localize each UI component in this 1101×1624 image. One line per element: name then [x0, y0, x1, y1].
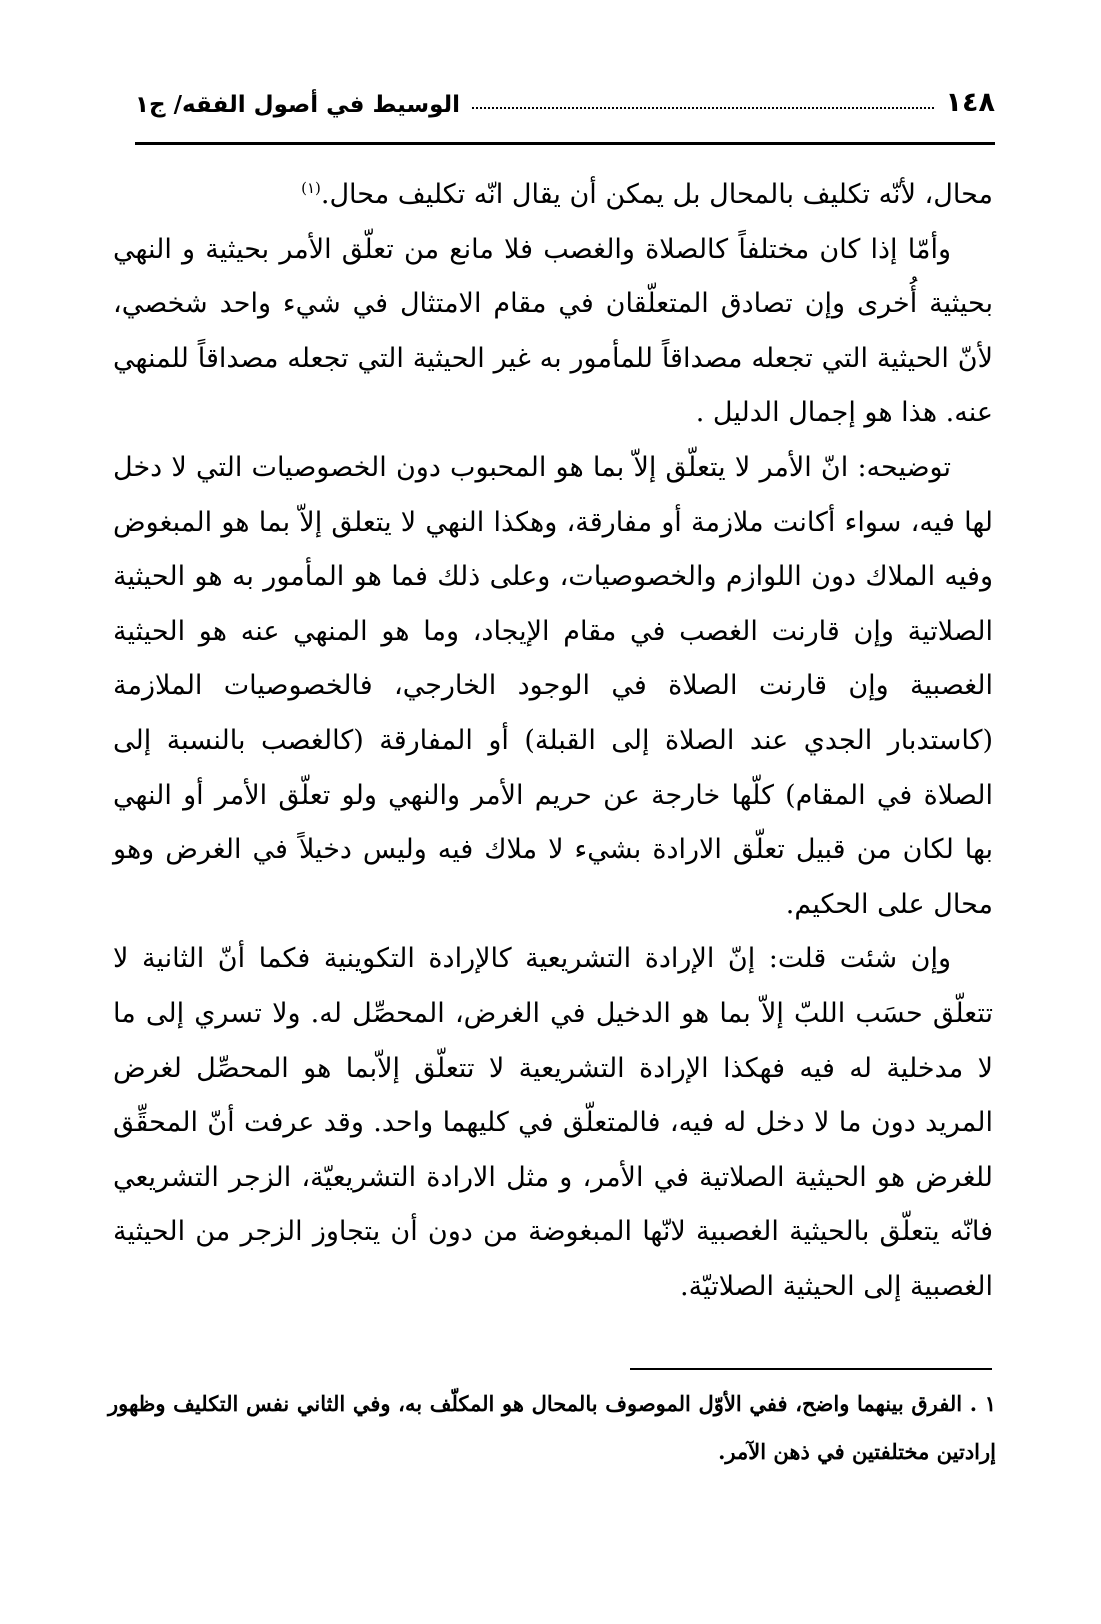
paragraph-3: توضيحه: انّ الأمر لا يتعلّق إلاّ بما هو المحبوب دون الخصوصيات التي لا دخل لها فيه، سواء أكانت ملازمة أو مفارقة، وهكذا النهي لا يتعلق إلاّ بما هو المبغوض وفيه الملاك دون اللوازم والخصوصيات، وعلى ذلك فما هو المأمور به هو الحيثية الصلاتية وإن قارنت الغصب في مقام الإيجاد، وما هو المنهي عنه هو الحيثية الغصبية وإن قارنت الصلاة في الوجود الخارجي، فالخصوصيات الملازمة (كاستدبار الجدي عند الصلاة إلى القبلة) أو المفارقة (كالغصب بالنسبة إلى الصلاة في المقام) كلّها خارجة عن حريم الأمر والنهي ولو تعلّق الأمر أو النهي بها لكان من قبيل تعلّق الارادة بشيء لا ملاك فيه وليس دخيلاً في الغرض وهو محال على الحكيم. [113, 451, 993, 920]
paragraph-1 [113, 168, 993, 223]
header-dot-leader [472, 107, 934, 109]
paragraph-2: وأمّا إذا كان مختلفاً كالصلاة والغصب فلا مانع من تعلّق الأمر بحيثية و النهي بحيثية أُخرى وإن تصادق المتعلّقان في مقام الامتثال في شيء واحد شخصي، لأنّ الحيثية التي تجعله مصداقاً للمأمور به غير الحيثية التي تجعله مصداقاً للمنهي عنه. هذا هو إجمال الدليل . [113, 233, 993, 429]
footnote-text: ١ . الفرق بينهما واضح، ففي الأوّل الموصوف بالمحال هو المكلّف به، وفي الثاني نفس التكليف وظهور إرادتين مختلفتين في ذهن الآمر. [108, 1391, 996, 1464]
paragraph-text: محال، لأنّه تكليف بالمحال بل يمكن أن يقال انّه تكليف محال. [320, 179, 993, 210]
footnote-divider [630, 1368, 992, 1370]
footnote-reference[interactable]: (١) [301, 179, 321, 197]
main-text [113, 168, 993, 1314]
paragraph-4: وإن شئت قلت: إنّ الإرادة التشريعية كالإرادة التكوينية فكما أنّ الثانية لا تتعلّق حسَب اللبّ إلاّ بما هو الدخيل في الغرض، المحصِّل له. ولا تسري إلى ما لا مدخلية له فيه فهكذا الإرادة التشريعية لا تتعلّق إلاّبما هو المحصِّل لغرض المريد دون ما لا دخل له فيه، فالمتعلّق في كليهما واحد. وقد عرفت أنّ المحقِّق للغرض هو الحيثية الصلاتية في الأمر، و مثل الارادة التشريعيّة، الزجر التشريعي فانّه يتعلّق بالحيثية الغصبية لانّها المبغوضة من دون أن يتجاوز الزجر من الحيثية الغصبية إلى الحيثية الصلاتيّة. [113, 943, 993, 1302]
running-title: الوسيط في أصول الفقه/ ج١ [135, 92, 461, 118]
footnote [108, 1380, 996, 1476]
page-number: ١٤٨ [945, 87, 995, 118]
page-header [135, 78, 995, 118]
header-divider [135, 142, 995, 145]
